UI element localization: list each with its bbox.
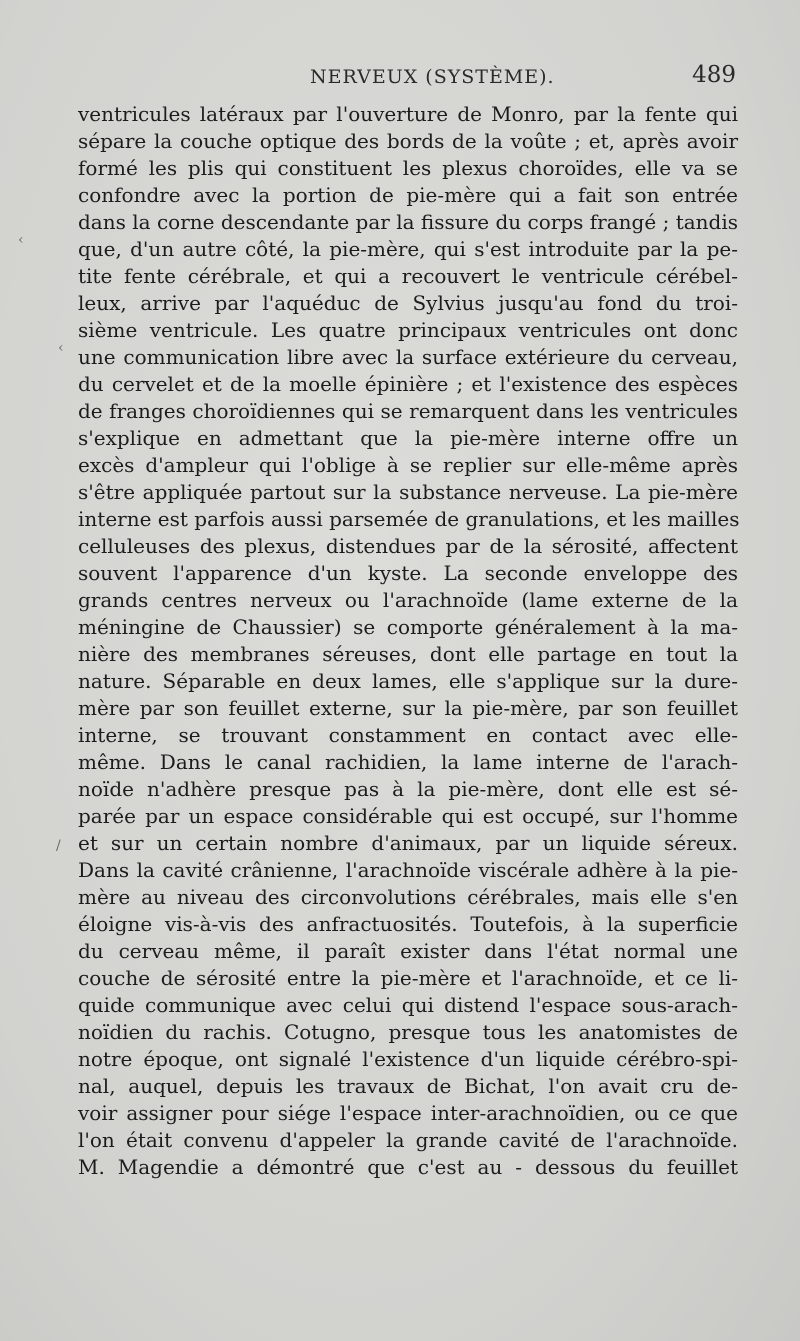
text-line: noïde n'adhère presque pas à la pie-mère, dont elle est sé-	[78, 777, 738, 801]
text-line: parée par un espace considérable qui est occupé, sur l'homme	[78, 804, 738, 828]
text-line: interne, se trouvant constamment en contact avec elle-	[78, 723, 738, 747]
text-line: dans la corne descendante par la fissure du corps frangé ; tandis	[78, 210, 738, 234]
text-line: excès d'ampleur qui l'oblige à se replier sur elle-même après	[78, 453, 738, 477]
text-line: sième ventricule. Les quatre principaux ventricules ont donc	[78, 318, 738, 342]
text-line: même. Dans le canal rachidien, la lame interne de l'arach-	[78, 750, 738, 774]
text-line: voir assigner pour siége l'espace inter-arachnoïdien, ou ce que	[78, 1101, 738, 1125]
text-line: l'on était convenu d'appeler la grande cavité de l'arachnoïde.	[78, 1128, 738, 1152]
margin-mark: /	[56, 838, 61, 854]
page-number: 489	[692, 62, 736, 88]
text-line: méningine de Chaussier) se comporte généralement à la ma-	[78, 615, 738, 639]
text-line: celluleuses des plexus, distendues par de la sérosité, affectent	[78, 534, 738, 558]
text-line: M. Magendie a démontré que c'est au - dessous du feuillet	[78, 1155, 738, 1179]
text-line: de franges choroïdiennes qui se remarquent dans les ventricules	[78, 399, 738, 423]
text-line: du cerveau même, il paraît exister dans l'état normal une	[78, 939, 738, 963]
text-line: leux, arrive par l'aquéduc de Sylvius jusqu'au fond du troi-	[78, 291, 738, 315]
text-line: du cervelet et de la moelle épinière ; et l'existence des espèces	[78, 372, 738, 396]
text-line: formé les plis qui constituent les plexus choroïdes, elle va se	[78, 156, 738, 180]
text-line: ventricules latéraux par l'ouverture de Monro, par la fente qui	[78, 102, 738, 126]
text-line: une communication libre avec la surface extérieure du cerveau,	[78, 345, 738, 369]
running-head	[78, 62, 738, 96]
running-title: NERVEUX (SYSTÈME).	[310, 66, 555, 88]
text-line: interne est parfois aussi parsemée de granulations, et les mailles	[78, 507, 740, 531]
text-line: s'explique en admettant que la pie-mère interne offre un	[78, 426, 738, 450]
text-line: couche de sérosité entre la pie-mère et l'arachnoïde, et ce li-	[78, 966, 738, 990]
text-line: nature. Séparable en deux lames, elle s'applique sur la dure-	[78, 669, 738, 693]
text-line: et sur un certain nombre d'animaux, par un liquide séreux.	[78, 831, 738, 855]
text-line: mère au niveau des circonvolutions cérébrales, mais elle s'en	[78, 885, 738, 909]
text-line: grands centres nerveux ou l'arachnoïde (lame externe de la	[78, 588, 738, 612]
text-line: tite fente cérébrale, et qui a recouvert le ventricule cérébel-	[78, 264, 738, 288]
text-line: Dans la cavité crânienne, l'arachnoïde viscérale adhère à la pie-	[78, 858, 738, 882]
text-line: nal, auquel, depuis les travaux de Bichat, l'on avait cru de-	[78, 1074, 738, 1098]
margin-mark: ‹	[18, 232, 24, 248]
text-line: quide communique avec celui qui distend l'espace sous-arach-	[78, 993, 738, 1017]
text-line: noïdien du rachis. Cotugno, presque tous les anatomistes de	[78, 1020, 738, 1044]
text-line: que, d'un autre côté, la pie-mère, qui s'est introduite par la pe-	[78, 237, 738, 261]
text-line: sépare la couche optique des bords de la voûte ; et, après avoir	[78, 129, 738, 153]
text-line: s'être appliquée partout sur la substance nerveuse. La pie-mère	[78, 480, 738, 504]
text-line: mère par son feuillet externe, sur la pie-mère, par son feuillet	[78, 696, 738, 720]
text-line: confondre avec la portion de pie-mère qui a fait son entrée	[78, 183, 738, 207]
text-line: notre époque, ont signalé l'existence d'un liquide cérébro-spi-	[78, 1047, 738, 1071]
margin-mark: ‹	[58, 340, 64, 356]
text-line: nière des membranes séreuses, dont elle partage en tout la	[78, 642, 738, 666]
text-line: éloigne vis-à-vis des anfractuosités. Toutefois, à la superficie	[78, 912, 738, 936]
text-line: souvent l'apparence d'un kyste. La seconde enveloppe des	[78, 561, 738, 585]
